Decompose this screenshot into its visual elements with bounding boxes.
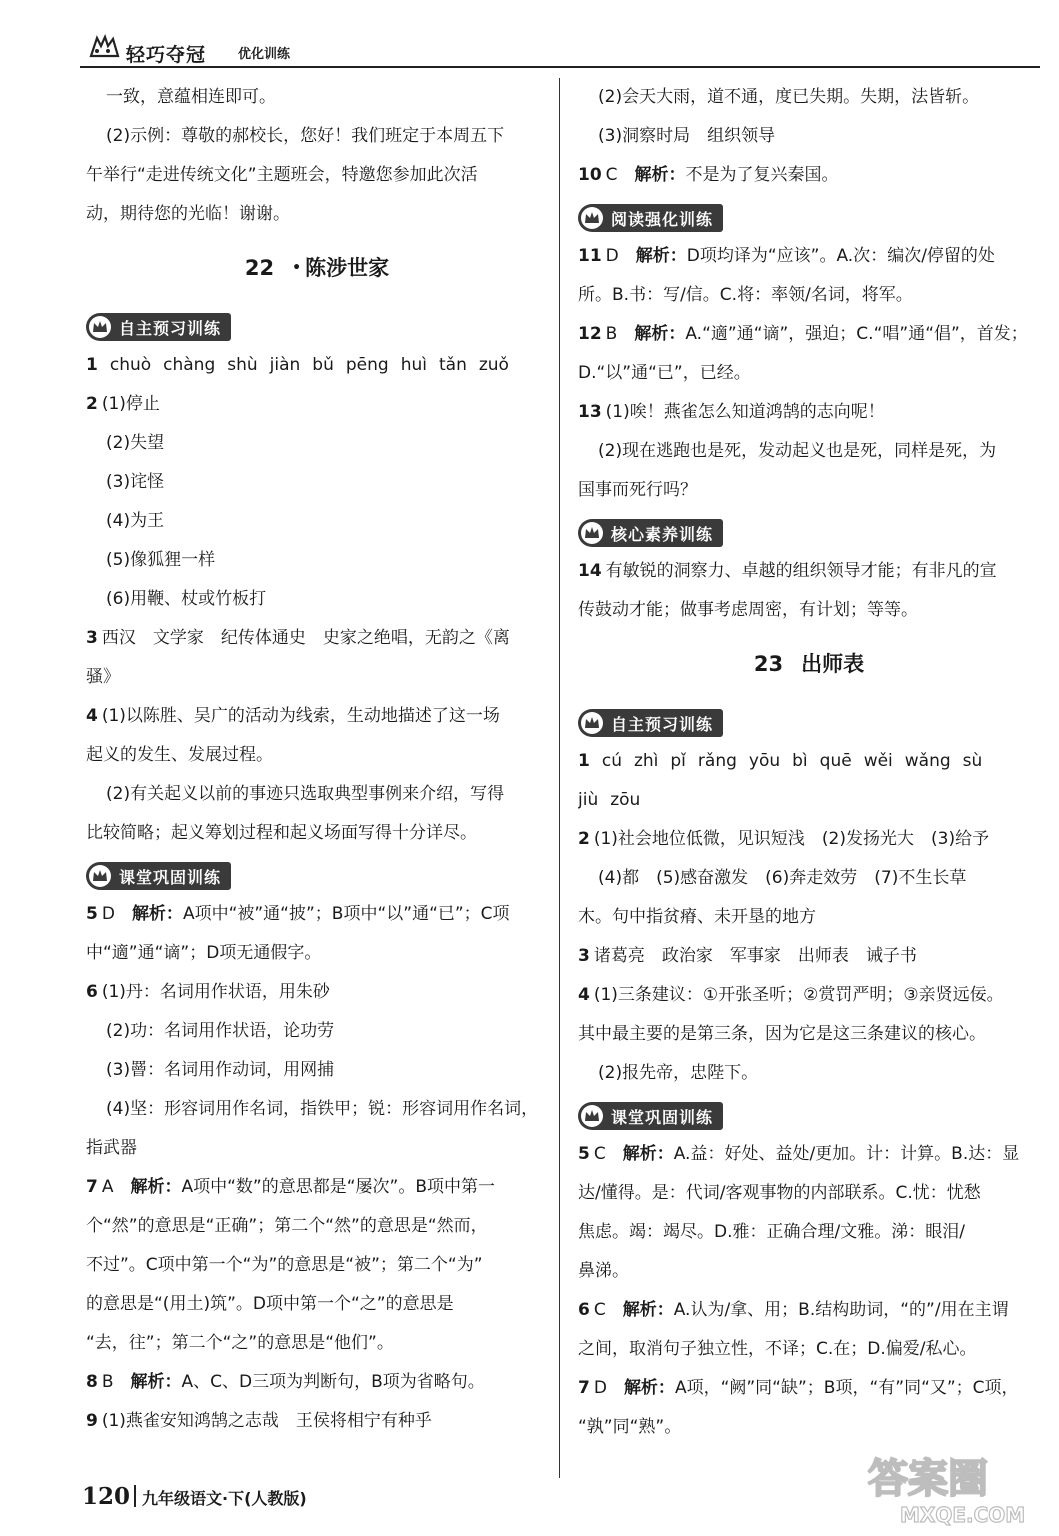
answer-4: 4 (1)以陈胜、吴广的活动为线索，生动地描述了这一场	[86, 706, 500, 726]
header-rule	[80, 66, 1040, 68]
text-line: (3)洞察时局 组织领导	[598, 126, 776, 146]
chapter-number: 22	[244, 256, 275, 280]
section-banner	[578, 709, 723, 737]
text-line: (4)为王	[106, 511, 165, 531]
brand-logo-icon	[88, 34, 122, 60]
text-line: (4)坚：形容词用作名词，指铁甲；锐：形容词用作名词，	[106, 1099, 539, 1119]
text-line: 中“適”通“谪”；D项无通假字。	[86, 943, 322, 963]
answer-6: 6 (1)丹：名词用作状语，用朱砂	[86, 982, 330, 1002]
answer-4: 4 (1)三条建议：①开张圣听；②赏罚严明；③亲贤远佞。	[578, 985, 1004, 1005]
text-line: 鼻涕。	[578, 1261, 629, 1281]
section-banner	[578, 204, 723, 232]
section-label: 自主预习训练	[119, 318, 222, 338]
answer-1: 1 chuò chàng shù jiàn bǔ pēng huì tǎn zuǒ	[86, 355, 509, 375]
answer-8: 8 B 解析：A、C、D三项为判断句，B项为省略句。	[86, 1372, 485, 1392]
answer-5: 5 D 解析：A项中“被”通“披”；B项中“以”通“已”；C项	[86, 904, 510, 924]
answer-5: 5 C 解析：A.益：好处、益处/更加。计：计算。B.达：显	[578, 1144, 1020, 1164]
text-line: “去，往”；第二个“之”的意思是“他们”。	[86, 1333, 394, 1353]
text-line: 其中最主要的是第三条，因为它是这三条建议的核心。	[578, 1024, 986, 1044]
page-header	[80, 30, 1040, 68]
chapter-name: 出师表	[801, 652, 865, 676]
section-label: 课堂巩固训练	[611, 1107, 714, 1127]
text-line: 所。B.书：写/信。C.将：率领/名词，将军。	[578, 285, 913, 305]
watermark-logo	[860, 1448, 1050, 1528]
watermark-text: 答案圈	[868, 1456, 988, 1502]
text-line: 焦虑。竭：竭尽。D.雅：正确合理/文雅。涕：眼泪/	[578, 1222, 965, 1242]
chapter-title-23	[578, 638, 1040, 690]
book-title: 九年级语文·下(人教版)	[142, 1489, 307, 1508]
answer-3: 3 西汉 文学家 纪传体通史 史家之绝唱，无韵之《离	[86, 628, 510, 648]
text-line: jiù zōu	[578, 790, 641, 810]
crown-icon	[581, 522, 603, 544]
text-line: 国事而死行吗？	[578, 480, 697, 500]
section-banner	[86, 313, 231, 341]
page-footer	[82, 1483, 307, 1510]
page-number: 120	[82, 1483, 131, 1510]
answer-11: 11 D 解析：D项均译为“应该”。A.次：编次/停留的处	[578, 246, 995, 266]
text-line: 的意思是“(用土)筑”。D项中第一个“之”的意思是	[86, 1294, 454, 1314]
text-line: 不过”。C项中第一个“为”的意思是“被”；第二个“为”	[86, 1255, 483, 1275]
answer-3: 3 诸葛亮 政治家 军事家 出师表 诫子书	[578, 946, 917, 966]
section-label: 课堂巩固训练	[119, 867, 222, 887]
text-line: 一致，意蕴相连即可。	[106, 87, 276, 107]
text-line: (2)有关起义以前的事迹只选取典型事例来介绍，写得	[106, 784, 505, 804]
section-banner	[86, 862, 231, 890]
text-line: 比较简略；起义筹划过程和起义场面写得十分详尽。	[86, 823, 477, 843]
text-line: (6)用鞭、杖或竹板打	[106, 589, 267, 609]
text-line: 达/懂得。是：代词/客观事物的内部联系。C.忧：忧愁	[578, 1183, 981, 1203]
answer-9: 9 (1)燕雀安知鸿鹄之志哉 王侯将相宁有种乎	[86, 1411, 432, 1431]
text-line: (3)罾：名词用作动词，用网捕	[106, 1060, 335, 1080]
crown-icon	[89, 865, 111, 887]
text-line: “孰”同“熟”。	[578, 1417, 682, 1437]
brand-name: 轻巧夺冠	[126, 44, 207, 66]
section-label: 核心素养训练	[611, 524, 714, 544]
answer-1: 1 cú zhì pǐ rǎng yōu bì quē wěi wǎng sù	[578, 751, 983, 771]
footer-separator	[134, 1485, 136, 1507]
text-line: 起义的发生、发展过程。	[86, 745, 273, 765]
text-line: (2)现在逃跑也是死，发动起义也是死，同样是死，为	[598, 441, 997, 461]
answer-7: 7 D 解析：A项，“阙”同“缺”；B项，“有”同“又”；C项，	[578, 1378, 1019, 1398]
chapter-name: 陈涉世家	[305, 256, 390, 280]
answer-7: 7 A 解析：A项中“数”的意思都是“屡次”。B项中第一	[86, 1177, 496, 1197]
text-line: (4)都 (5)感奋激发 (6)奔走效劳 (7)不生长草	[598, 868, 967, 888]
left-column	[86, 78, 548, 1441]
brand-subtitle: 优化训练	[238, 47, 291, 62]
text-line: (2)报先帝，忠陛下。	[598, 1063, 759, 1083]
chapter-title-22	[86, 242, 548, 294]
text-line: 之间，取消句子独立性，不译；C.在；D.偏爱/私心。	[578, 1339, 977, 1359]
crown-icon	[581, 1105, 603, 1127]
text-line: D.“以”通“已”，已经。	[578, 363, 751, 383]
text-line: 木。句中指贫瘠、未开垦的地方	[578, 907, 816, 927]
answer-12: 12 B 解析：A.“適”通“谪”，强迫；C.“唱”通“倡”，首发；	[578, 324, 1028, 344]
text-line: (5)像狐狸一样	[106, 550, 216, 570]
text-line: (3)诧怪	[106, 472, 165, 492]
section-banner	[578, 1102, 723, 1130]
text-line: 个“然”的意思是“正确”；第二个“然”的意思是“然而，	[86, 1216, 488, 1236]
chapter-number: 23	[753, 652, 784, 676]
section-banner	[578, 519, 723, 547]
watermark-url: MXQE.COM	[900, 1503, 1026, 1527]
text-line: 午举行“走进传统文化”主题班会，特邀您参加此次活	[86, 165, 478, 185]
right-column	[578, 78, 1040, 1447]
text-line: (2)示例：尊敬的郝校长，您好！我们班定于本周五下	[106, 126, 505, 146]
answer-2: 2 (1)社会地位低微，见识短浅 (2)发扬光大 (3)给予	[578, 829, 990, 849]
bullet-dot-icon: •	[292, 260, 302, 276]
answer-6: 6 C 解析：A.认为/拿、用；B.结构助词，“的”/用在主谓	[578, 1300, 1009, 1320]
text-line: (2)会天大雨，道不通，度已失期。失期，法皆斩。	[598, 87, 980, 107]
crown-icon	[89, 316, 111, 338]
text-line: (2)功：名词用作状语，论功劳	[106, 1021, 335, 1041]
text-line: 指武器	[86, 1138, 137, 1158]
text-line: 骚》	[86, 667, 120, 687]
section-label: 自主预习训练	[611, 714, 714, 734]
answer-2: 2 (1)停止	[86, 394, 160, 414]
answer-13: 13 (1)唉！燕雀怎么知道鸿鹄的志向呢！	[578, 402, 885, 422]
section-label: 阅读强化训练	[611, 209, 714, 229]
crown-icon	[581, 207, 603, 229]
text-line: 动，期待您的光临！谢谢。	[86, 204, 290, 224]
text-line: 传鼓动才能；做事考虑周密，有计划；等等。	[578, 600, 918, 620]
crown-icon	[581, 712, 603, 734]
column-divider	[559, 78, 560, 1478]
answer-10: 10 C 解析：不是为了复兴秦国。	[578, 165, 839, 185]
answer-14: 14 有敏锐的洞察力、卓越的组织领导才能；有非凡的宣	[578, 561, 997, 581]
text-line: (2)失望	[106, 433, 165, 453]
